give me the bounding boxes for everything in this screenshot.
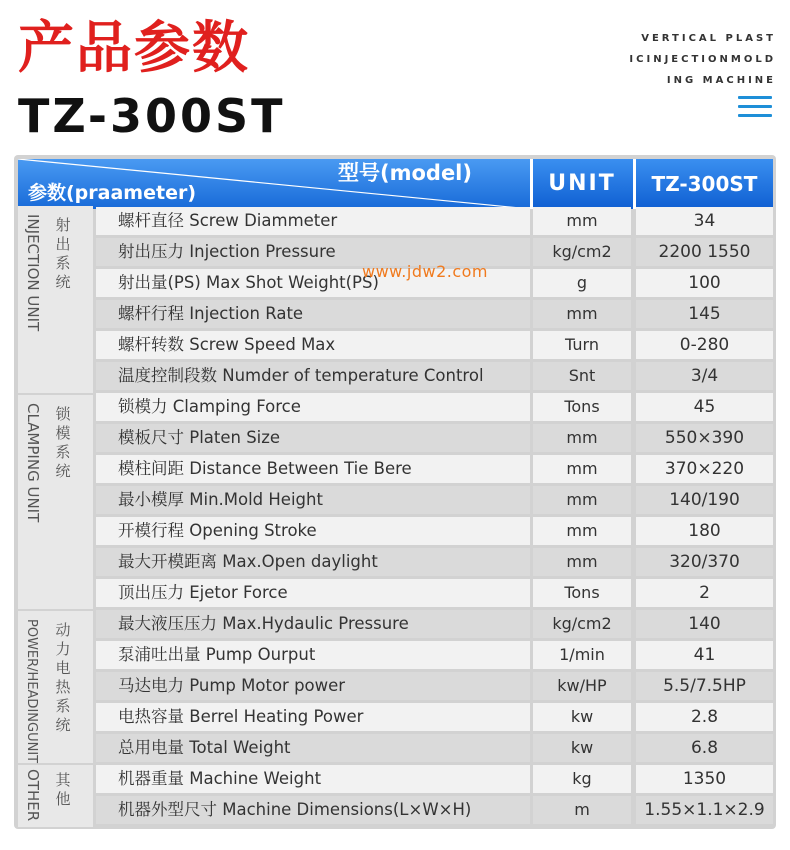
unit-cell: mm	[533, 455, 631, 483]
table-row	[14, 641, 776, 669]
side-caption	[536, 28, 776, 91]
param-name-cell: 螺杆转数 Screw Speed Max	[96, 331, 530, 359]
side-caption-line-2: ICINJECTIONMOLD	[629, 54, 776, 65]
value-cell: 2.8	[636, 703, 773, 731]
param-name-cell: 总用电量 Total Weight	[96, 734, 530, 762]
param-name-cell: 最小模厚 Min.Mold Height	[96, 486, 530, 514]
value-cell: 1350	[636, 765, 773, 793]
unit-cell: mm	[533, 207, 631, 235]
group-en-label: CLAMPING UNIT	[24, 403, 42, 523]
side-caption-line-1: VERTICAL PLAST	[641, 33, 776, 44]
param-name-cell: 温度控制段数 Numder of temperature Control	[96, 362, 530, 390]
table-row	[14, 610, 776, 638]
menu-icon[interactable]	[738, 96, 772, 118]
unit-cell: mm	[533, 548, 631, 576]
table-row	[14, 517, 776, 545]
group-en-label: INJECTION UNIT	[24, 214, 42, 332]
table-row	[14, 207, 776, 235]
table-row	[14, 796, 776, 824]
value-cell: 3/4	[636, 362, 773, 390]
param-name-cell: 泵浦吐出量 Pump Ourput	[96, 641, 530, 669]
value-cell: 34	[636, 207, 773, 235]
model-title: TZ-300ST	[18, 89, 286, 143]
value-cell: 320/370	[636, 548, 773, 576]
unit-cell: kw	[533, 703, 631, 731]
group-cn-label: 锁模系统	[55, 405, 71, 480]
unit-cell: mm	[533, 424, 631, 452]
group-en-label: OTHER	[24, 769, 42, 822]
unit-cell: kg	[533, 765, 631, 793]
value-cell: 2200 1550	[636, 238, 773, 266]
page-title: 产品参数	[18, 16, 250, 81]
table-row	[14, 703, 776, 731]
header-value-label: TZ-300ST	[651, 172, 758, 196]
param-name-cell: 开模行程 Opening Stroke	[96, 517, 530, 545]
value-cell: 370×220	[636, 455, 773, 483]
value-cell: 550×390	[636, 424, 773, 452]
param-name-cell: 模柱间距 Distance Between Tie Bere	[96, 455, 530, 483]
param-name-cell: 机器重量 Machine Weight	[96, 765, 530, 793]
table-row	[14, 331, 776, 359]
param-name-cell: 螺杆直径 Screw Diammeter	[96, 207, 530, 235]
table-row	[14, 672, 776, 700]
table-row	[14, 579, 776, 607]
value-cell: 45	[636, 393, 773, 421]
header-model-label: 型号(model)	[338, 161, 472, 185]
param-name-cell: 模板尺寸 Platen Size	[96, 424, 530, 452]
header-param-label: 参数(praameter)	[28, 182, 197, 204]
unit-cell: kg/cm2	[533, 238, 631, 266]
unit-cell: Snt	[533, 362, 631, 390]
param-name-cell: 电热容量 Berrel Heating Power	[96, 703, 530, 731]
table-row	[14, 393, 776, 421]
unit-cell: mm	[533, 517, 631, 545]
value-cell: 6.8	[636, 734, 773, 762]
param-name-cell: 最大液压压力 Max.Hydaulic Pressure	[96, 610, 530, 638]
value-cell: 140	[636, 610, 773, 638]
value-cell: 1.55×1.1×2.9	[636, 796, 773, 824]
unit-cell: Turn	[533, 331, 631, 359]
param-name-cell: 锁模力 Clamping Force	[96, 393, 530, 421]
table-row	[14, 765, 776, 793]
table-row	[14, 300, 776, 328]
group-cn-label: 射出系统	[55, 216, 71, 291]
unit-cell: kg/cm2	[533, 610, 631, 638]
param-name-cell: 最大开模距离 Max.Open daylight	[96, 548, 530, 576]
unit-cell: kw/HP	[533, 672, 631, 700]
header-unit-label: UNIT	[548, 171, 616, 196]
param-name-cell: 射出量(PS) Max Shot Weight(PS)	[96, 269, 530, 297]
unit-cell: m	[533, 796, 631, 824]
table-row	[14, 362, 776, 390]
unit-cell: mm	[533, 486, 631, 514]
table-row	[14, 455, 776, 483]
param-name-cell: 螺杆行程 Injection Rate	[96, 300, 530, 328]
value-cell: 0-280	[636, 331, 773, 359]
unit-cell: 1/min	[533, 641, 631, 669]
param-name-cell: 射出压力 Injection Pressure	[96, 238, 530, 266]
spec-table	[14, 155, 776, 829]
unit-cell: Tons	[533, 579, 631, 607]
value-cell: 180	[636, 517, 773, 545]
unit-cell: g	[533, 269, 631, 297]
value-cell: 140/190	[636, 486, 773, 514]
table-row	[14, 734, 776, 762]
group-en-label: POWER/HEADINGUNIT	[24, 619, 39, 764]
param-name-cell: 机器外型尺寸 Machine Dimensions(L×W×H)	[96, 796, 530, 824]
value-cell: 5.5/7.5HP	[636, 672, 773, 700]
value-cell: 41	[636, 641, 773, 669]
param-name-cell: 马达电力 Pump Motor power	[96, 672, 530, 700]
value-cell: 145	[636, 300, 773, 328]
table-row	[14, 424, 776, 452]
unit-cell: Tons	[533, 393, 631, 421]
value-cell: 2	[636, 579, 773, 607]
unit-cell: kw	[533, 734, 631, 762]
param-name-cell: 顶出压力 Ejetor Force	[96, 579, 530, 607]
table-row	[14, 486, 776, 514]
group-cn-label: 动力电热系统	[55, 621, 71, 734]
watermark: www.jdw2.com	[362, 262, 488, 281]
side-caption-line-3: ING MACHINE	[666, 75, 776, 86]
group-cn-label: 其他	[55, 771, 71, 808]
unit-cell: mm	[533, 300, 631, 328]
value-cell: 100	[636, 269, 773, 297]
table-row	[14, 548, 776, 576]
